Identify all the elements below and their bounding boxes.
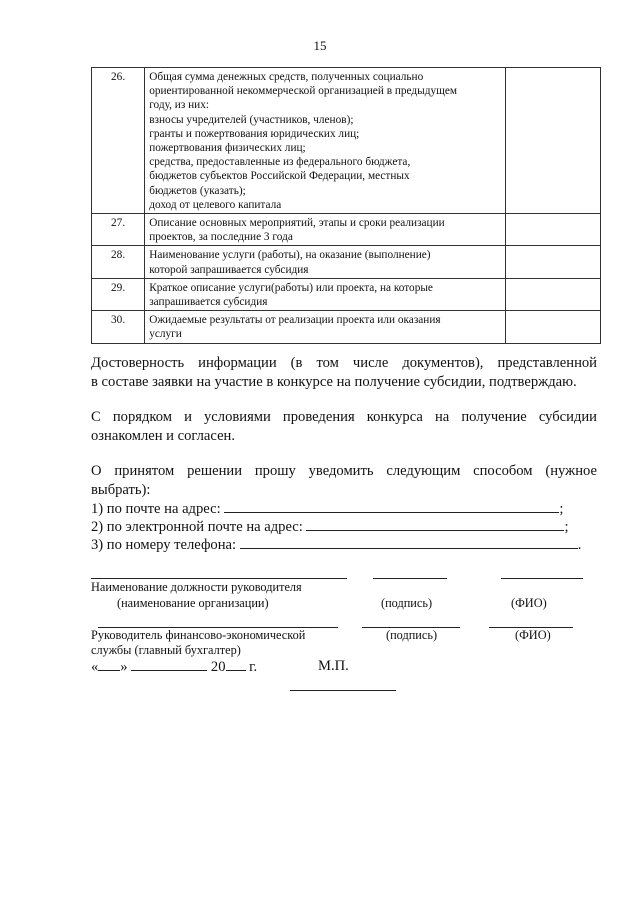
signature-label: (подпись) [381,596,433,610]
row-description [145,214,505,246]
paragraph-line: Достоверность информации (в том числе документов), представленной [91,355,597,371]
row-text-line: которой запрашивается субсидия [149,263,309,276]
head-position-label: Наименование должности руководителя [91,580,302,594]
date-quote-open: « [91,659,99,675]
option-label: 3) по номеру телефона: [91,537,237,553]
row-number: 27. [92,214,145,246]
row-value-cell[interactable] [505,214,600,246]
signature-line[interactable] [373,578,447,579]
table-row [92,311,601,343]
notify-paragraph [91,462,597,499]
date-year-input[interactable] [226,657,246,671]
fio-line[interactable] [501,578,583,579]
row-text-line: проектов, за последние 3 года [149,231,293,244]
head-position-line[interactable] [91,578,347,579]
finance-head-label [91,628,305,658]
option-end: ; [559,501,564,517]
application-table [91,67,601,344]
option-end: ; [564,519,569,535]
fio-label: (ФИО) [515,628,551,642]
notify-option-email [91,517,597,537]
paragraph-line: выбрать): [91,481,151,498]
paragraph-line: О принятом решении прошу уведомить следующим способом (нужное [91,463,597,479]
paragraph-line: С порядком и условиями проведения конкурса на получение субсидии [91,409,597,425]
date-quote-close: » [120,659,128,675]
stamp-line[interactable] [290,690,396,691]
table-row [92,246,601,278]
table-row [92,278,601,310]
row-number: 26. [92,68,145,214]
row-text-line: гранты и пожертвования юридических лиц; [149,127,360,140]
address-input[interactable] [224,499,559,513]
row-description [145,246,505,278]
date-month-input[interactable] [131,657,207,671]
date-year-suffix: г. [249,659,258,675]
row-value-cell[interactable] [505,278,600,310]
table-row [92,214,601,246]
table-row [92,68,601,214]
row-text-line: Наименование услуги (работы), на оказание (выполнение) [149,249,431,262]
row-value-cell[interactable] [505,246,600,278]
finance-head-label-line: службы (главный бухгалтер) [91,643,241,657]
row-text-line: средства, предоставленные из федерального бюджета, [149,156,411,169]
notify-option-post [91,499,597,519]
option-end: . [577,537,582,553]
finance-head-label-line: Руководитель финансово-экономической [91,628,306,642]
option-label: 2) по электронной почте на адрес: [91,519,303,535]
row-text-line: доход от целевого капитала [149,198,282,211]
row-description [145,68,505,214]
row-text-line: году, из них: [149,99,210,112]
row-text-line: бюджетов (указать); [149,184,246,197]
fio-label: (ФИО) [511,596,547,610]
row-text-line: взносы учредителей (участников, членов); [149,113,354,126]
row-text-line: Краткое описание услуги(работы) или проекта, на которые [149,281,433,294]
row-text-line: Общая сумма денежных средств, полученных социально [149,71,424,83]
row-text-line: ориентированной некоммерческой организацией в предыдущем [149,85,458,98]
reliability-paragraph [91,354,597,391]
email-input[interactable] [306,517,564,531]
row-description [145,278,505,310]
date-day-input[interactable] [98,657,120,671]
phone-input[interactable] [240,535,578,549]
row-text-line: Ожидаемые результаты от реализации проекта или оказания [149,314,441,327]
row-text-line: запрашивается субсидия [149,296,268,309]
row-description [145,311,505,343]
paragraph-line: ознакомлен и согласен. [91,427,235,444]
option-label: 1) по почте на адрес: [91,501,221,517]
date-year-prefix: 20 [210,659,226,675]
notify-option-phone [91,535,597,555]
row-text-line: Описание основных мероприятий, этапы и сроки реализации [149,217,445,230]
page-number: 15 [313,38,327,53]
row-text-line: услуги [149,328,182,341]
org-name-label: (наименование организации) [117,596,269,610]
agreement-paragraph [91,408,597,445]
paragraph-line: в составе заявки на участие в конкурсе на получение субсидии, подтверждаю. [91,373,577,390]
row-number: 30. [92,311,145,343]
stamp-label: М.П. [318,658,349,674]
row-number: 28. [92,246,145,278]
row-value-cell[interactable] [505,311,600,343]
row-number: 29. [92,278,145,310]
signature-label: (подпись) [386,628,438,642]
row-text-line: пожертвования физических лиц; [149,142,306,155]
row-text-line: бюджетов субъектов Российской Федерации, местных [149,170,410,183]
row-value-cell[interactable] [505,68,600,214]
